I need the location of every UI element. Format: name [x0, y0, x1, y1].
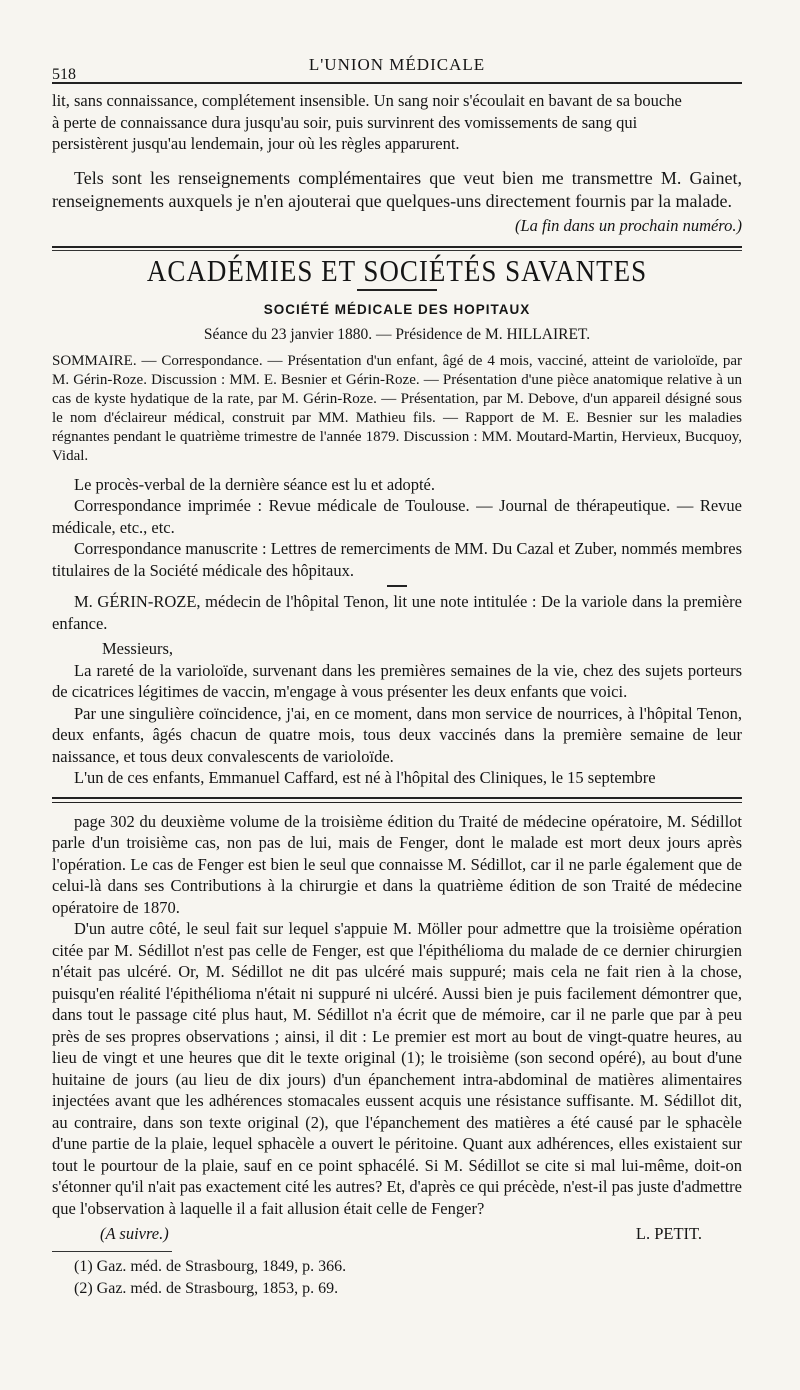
article-separator [52, 797, 742, 803]
journal-title: L'UNION MÉDICALE [308, 55, 486, 74]
paragraph: Le procès-verbal de la dernière séance est lu et adopté. [74, 474, 435, 494]
separator-dash [387, 585, 407, 587]
paragraph: M. GÉRIN-ROZE, médecin de l'hôpital Tenon, lit une note intitulée : De la variole dans la première enfance. [52, 592, 742, 633]
salutation: Messieurs, [102, 639, 174, 658]
title-rule [357, 289, 437, 291]
text-line: persistèrent jusqu'au lendemain, jour où les règles apparurent. [52, 134, 460, 153]
section-title: ACADÉMIES ET SOCIÉTÉS SAVANTES [146, 253, 648, 289]
footnote: (2) Gaz. méd. de Strasbourg, 1853, p. 69. [74, 1279, 339, 1297]
a-suivre: (A suivre.) [100, 1224, 169, 1243]
page-header [52, 48, 742, 82]
society-name: SOCIÉTÉ MÉDICALE DES HOPITAUX [263, 301, 531, 317]
paragraph: Tels sont les renseignements complémentaires que veut bien me transmettre M. Gainet, renseignements auxquels je n'en ajouterai que quelques-uns directement fournis par la malade. [52, 167, 742, 211]
top-article [52, 90, 742, 236]
page-number: 518 [52, 66, 76, 83]
paragraph: Correspondance manuscrite : Lettres de remerciments de MM. Du Cazal et Zuber, nommés membres titulaires de la Société médicale des hôpitaux. [52, 539, 742, 580]
continued-note: (La fin dans un prochain numéro.) [514, 215, 742, 235]
paragraph: page 302 du deuxième volume de la troisième édition du Traité de médecine opératoire, M. Sédillot parle d'un troisième cas, non pas de lui, mais de Fenger, dont le malade est mort deux jours après l'opération. Le cas de Fenger est bien le seul que connaisse M. Sédillot, car il ne parle également que de celui-là dans ses Contributions à la chirurgie et dans la quatrième édition de son Traité de médecine opératoire de 1870. [52, 811, 742, 917]
paragraph: D'un autre côté, le seul fait sur lequel s'appuie M. Möller pour admettre que la troisième opération citée par M. Sédillot n'est pas celle de Fenger, est que l'épithélioma du malade de ce dernier chirurgien n'était pas ulcéré. Or, M. Sédillot ne dit pas ulcéré mais suppuré; mais cela ne fait rien à la chose, puisqu'en réalité l'épithélioma n'était ni suppuré ni ulcéré. Aussi bien je puis facilement démontrer que, dans tout le passage cité plus haut, M. Sédillot n'a écrit que de mémoire, car il ne parle que par à peu près de ses propres observations ; ainsi, il dit : Le premier est mort au bout de vingt-quatre heures, au lieu de vingt et une heures que dit le texte original (1); le troisième (son second opéré), au bout d'une huitaine de jours (au lieu de dix jours) d'un épanchement intra-abdominal de matières alimentaires injectées avant que les adhérences stomacales eussent acquis une résistance suffisante. M. Sédillot dit, au contraire, dans son texte original (2), que l'épanchement des matières a été causé par le sphacèle d'une partie de la plaie, lequel sphacèle a ouvert le péritoine. Quant aux adhérences, elles existaient sur tout le pourtour de la plaie, sauf en ce point sphacélé. Si M. Sédillot se cite si mal lui-même, doit-on s'étonner qu'il n'ait pas exactement cité les autres? Et, d'après ce qui précède, n'est-il pas juste d'admettre que l'observation à laquelle il a fait allusion était celle de Fenger? [52, 919, 742, 1218]
section-rule-thin [52, 250, 742, 251]
header-rule [52, 82, 742, 84]
text-line: à perte de connaissance dura jusqu'au soir, puis survinrent des vomissements de sang qui [52, 112, 638, 132]
sommaire: SOMMAIRE. — Correspondance. — Présentation d'un enfant, âgé de 4 mois, vacciné, atteint de varioloïde, par M. Gérin-Roze. Discussion : MM. E. Besnier et Gérin-Roze. — Présentation d'une pièce anatomique relative à un cas de kyste hydatique de la rate, par M. Gérin-Roze. — Présentation, par M. Debove, d'un appareil désigné sous le nom d'éclaireur médical, construit par MM. Mathieu fils. — Rapport de M. E. Besnier sur les maladies régnantes pendant le quatrième trimestre de l'année 1879. Discussion : MM. Moutard-Martin, Hervieux, Bucquoy, Vidal. [52, 352, 742, 464]
author-signature: L. PETIT. [635, 1224, 702, 1243]
paragraph: Correspondance imprimée : Revue médicale de Toulouse. — Journal de thérapeutique. — Revue médicale, etc., etc. [52, 496, 742, 537]
footnote-rule [52, 1251, 172, 1252]
section-rule [52, 246, 742, 248]
bottom-article [52, 811, 742, 1300]
paragraph: L'un de ces enfants, Emmanuel Caffard, est né à l'hôpital des Cliniques, le 15 septembre [74, 768, 656, 787]
paragraph: La rareté de la varioloïde, survenant dans les premières semaines de la vie, chez des sujets porteurs de cicatrices légitimes de vaccin, m'engage à vous présenter les deux enfants que voici. [52, 660, 742, 701]
seance-line: Séance du 23 janvier 1880. — Présidence de M. HILLAIRET. [203, 326, 591, 343]
text-line: lit, sans connaissance, complétement insensible. Un sang noir s'écoulait en bavant de sa bouche [52, 91, 682, 110]
page [52, 48, 742, 1300]
footnote: (1) Gaz. méd. de Strasbourg, 1849, p. 366. [74, 1257, 347, 1275]
paragraph: Par une singulière coïncidence, j'ai, en ce moment, dans mon service de nourrices, à l'hôpital Tenon, deux enfants, âgés chacun de quatre mois, tous deux vaccinés dans la première semaine de leur naissance, et tous deux convalescents de varioloïde. [52, 703, 742, 766]
